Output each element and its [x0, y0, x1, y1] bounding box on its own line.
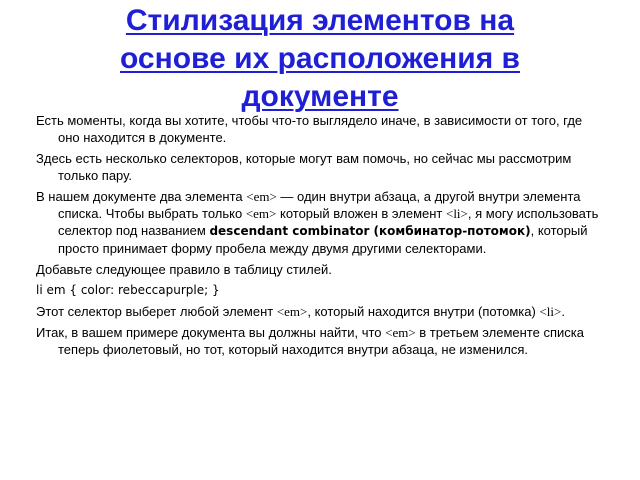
li-tag-1: <li> [445, 206, 468, 221]
title-line-2: основе их расположения в [120, 42, 520, 75]
title-line-3: документе [241, 80, 399, 113]
em-tag-4: <em> [385, 325, 416, 340]
paragraph-3-text-e: , который просто принимает форму пробела между двумя другими селекторами. [58, 223, 588, 256]
paragraph-3 [36, 188, 604, 257]
em-tag-1: <em> [246, 189, 277, 204]
paragraph-6-text-b: , который находится внутри (потомка) [307, 304, 540, 319]
paragraph-6-text-c: . [561, 304, 565, 319]
paragraph-6-text-a: Этот селектор выберет любой элемент [36, 304, 277, 319]
title-line-1: Стилизация элементов на [125, 4, 515, 37]
paragraph-7-text-b: в третьем элементе списка теперь фиолетовый, но тот, который находится внутри абзаца, не изменился. [58, 325, 584, 357]
li-tag-2: <li> [539, 304, 562, 319]
paragraph-2: Здесь есть несколько селекторов, которые могут вам помочь, но сейчас мы рассмотрим только пару. [36, 151, 572, 183]
descendant-combinator-term: descendant combinator (комбинатор-потомок) [209, 224, 531, 238]
paragraph-6 [36, 303, 604, 320]
paragraph-1: Есть моменты, когда вы хотите, чтобы что-то выглядело иначе, в зависимости от того, где оно находится в документе. [36, 113, 583, 145]
paragraph-3-text-c: который вложен в элемент [276, 206, 446, 221]
em-tag-3: <em> [276, 304, 308, 319]
paragraph-7 [36, 324, 604, 358]
em-tag-2: <em> [245, 206, 277, 221]
paragraph-4: Добавьте следующее правило в таблицу стилей. [36, 262, 332, 277]
paragraph-3-text-a: В нашем документе два элемента [36, 189, 247, 204]
page-title [0, 2, 640, 116]
paragraph-3-text-d: , я могу использовать селектор под названием [58, 206, 599, 238]
paragraph-3-text-b: — один внутри абзаца, а другой внутри элемента списка. Чтобы выбрать только [58, 189, 581, 221]
css-rule-code: li em { color: rebeccapurple; } [36, 283, 220, 297]
paragraph-7-text-a: Итак, в вашем примере документа вы должны найти, что [36, 325, 386, 340]
document-body [36, 112, 604, 362]
